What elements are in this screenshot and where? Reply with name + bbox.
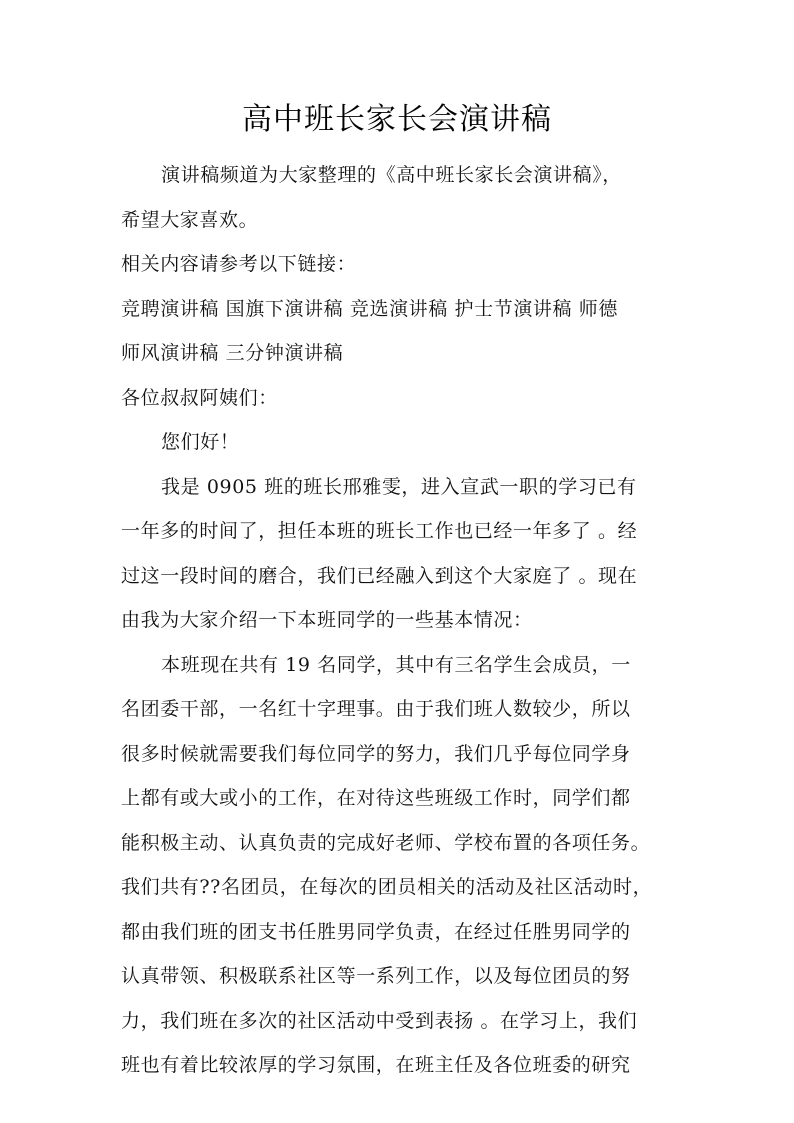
document-line: 能积极主动、认真负责的完成好老师、学校布置的各项任务。 [121,831,651,854]
document-line: 认真带领、积极联系社区等一系列工作，以及每位团员的努 [121,965,631,987]
document-line: 由我为大家介绍一下本班同学的一些基本情况： [121,609,533,631]
document-line: 我是 0905 班的班长邢雅雯，进入宣武一职的学习已有 [161,475,637,498]
document-line: 班也有着比较浓厚的学习氛围，在班主任及各位班委的研究 [121,1054,631,1076]
document-line: 都由我们班的团支书任胜男同学负责，在经过任胜男同学的 [121,920,631,943]
document-line: 力，我们班在多次的社区活动中受到表扬 。在学习上，我们 [121,1009,638,1032]
document-line: 竞聘演讲稿 国旗下演讲稿 竞选演讲稿 护士节演讲稿 师德 [121,297,618,320]
document-line: 一年多的时间了，担任本班的班长工作也已经一年多了 。经 [121,520,638,542]
document-title: 高中班长家长会演讲稿 [242,102,552,137]
document-line: 师风演讲稿 三分钟演讲稿 [121,342,344,364]
document-line: 名团委干部，一名红十字理事。由于我们班人数较少，所以 [121,698,631,720]
document-line: 相关内容请参考以下链接： [121,253,357,275]
document-line: 过这一段时间的磨合，我们已经融入到这个大家庭了 。现在 [121,564,638,587]
document-line: 您们好！ [161,431,240,453]
document-line: 很多时候就需要我们每位同学的努力，我们几乎每位同学身 [121,742,631,765]
document-line: 各位叔叔阿姨们： [121,386,278,409]
document-line: 本班现在共有 19 名同学，其中有三名学生会成员，一 [161,653,631,676]
document-line: 我们共有??名团员，在每次的团员相关的活动及社区活动时， [121,876,653,898]
document-line: 上都有或大或小的工作，在对待这些班级工作时，同学们都 [121,787,631,809]
document-line: 演讲稿频道为大家整理的《高中班长家长会演讲稿》， [161,164,622,186]
document-line: 希望大家喜欢。 [121,208,259,231]
